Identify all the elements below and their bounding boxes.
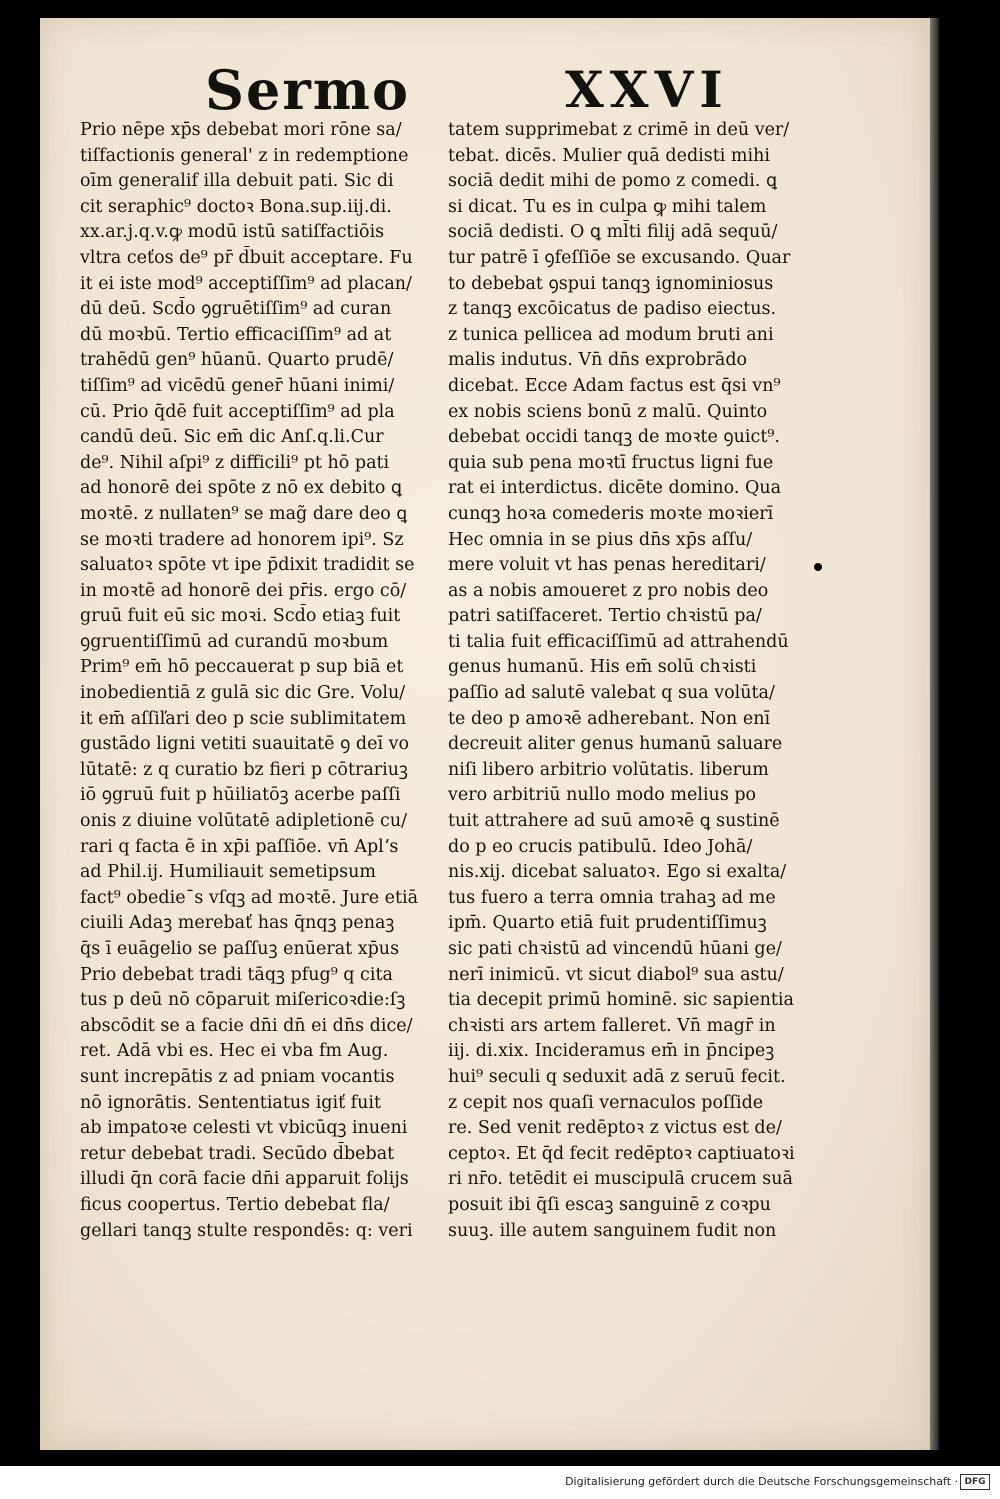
text-line: ficus coopertus. Tertio debebat fla/ <box>80 1194 390 1215</box>
text-line: retur debebat tradi. Secūdo d̄bebat <box>80 1143 395 1164</box>
text-line: tiſfactionis general' z in redemptione <box>80 145 409 166</box>
text-line: re. Sed venit redēptoꝛ z victus est de/ <box>448 1118 782 1139</box>
text-column-right <box>448 118 808 1244</box>
text-line: tus p deū nō cōparuit miſericoꝛdie:ſꝫ <box>80 990 406 1011</box>
text-line: saluatoꝛ spōte vt ipe p̄dixit tradidit se <box>80 555 415 576</box>
text-line: Prio debebat tradi tāqꝫ pfug⁹ q cita <box>80 964 393 985</box>
text-line: it em̄ aſſiľari deo p scie sublimitatem <box>80 708 407 729</box>
page-edge <box>930 18 940 1450</box>
running-header-left: Sermo <box>205 58 410 122</box>
text-line: z cepit nos quaſi vernaculos poſſide <box>448 1092 764 1113</box>
text-line: sociā dedit mihi de pomo z comedi. ꝗ <box>448 171 778 192</box>
text-line: patri satiſfaceret. Tertio chꝛistū pa/ <box>448 606 762 627</box>
text-line: vero arbitriū nullo modo melius po <box>448 785 757 806</box>
text-line: tus fuero a terra omnia trahaꝫ ad me <box>448 887 776 908</box>
text-line: ti talia fuit efficaciſſimū ad attrahendū <box>448 631 789 652</box>
text-line: dū deū. Scd̄o ꝯgruētiſſim⁹ ad curan <box>80 299 392 320</box>
text-line: rari q facta ē in xp̄i paſſiōe. vn̄ Aplʼs <box>80 836 399 857</box>
text-line: cunqꝫ hoꝛa comederis moꝛte moꝛierī <box>448 503 774 524</box>
text-line: se moꝛti tradere ad honorem ipi⁹. Sz <box>80 529 404 550</box>
text-line: q̄s ī euāgelio se paſſuꝫ enūerat xp̄us <box>80 939 400 959</box>
text-line: ipm̄. Quarto etiā fuit prudentiſſimuꝫ <box>448 913 767 934</box>
text-line: dū moꝛbū. Tertio efficaciſſim⁹ ad at <box>80 324 392 345</box>
footer-bar <box>0 1466 1000 1499</box>
text-line: ex nobis sciens bonū z malū. Quinto <box>448 401 768 422</box>
text-line: abscōdit se a facie dn̄i dn̄ ei dn̄s dice/ <box>80 1015 413 1036</box>
text-line: malis indutus. Vn̄ dn̄s exprobrādo <box>448 350 748 371</box>
text-line: nerī inimicū. vt sicut diabol⁹ sua astu/ <box>448 964 784 985</box>
text-line: tuit attrahere ad suū amoꝛē ꝗ sustinē <box>448 811 780 832</box>
text-line: do p eo crucis patibulū. Ideo Johā/ <box>448 836 753 857</box>
text-line: decreuit aliter genus humanū saluare <box>448 734 783 755</box>
text-line: Prio nēpe xp̄s debebat mori rōne sa/ <box>80 120 402 140</box>
text-line: z tunica pellicea ad modum bruti ani <box>448 324 774 345</box>
text-line: de⁹. Nihil aſpi⁹ z difficili⁹ pt hō pati <box>80 452 390 473</box>
text-line: sunt increpātis z ad pniam vocantis <box>80 1066 395 1087</box>
text-line: illudi q̄n corā facie dn̄i apparuit folijs <box>80 1169 409 1190</box>
ink-speck <box>814 563 822 571</box>
text-line: sic pati chꝛistū ad vincendū hūani ge/ <box>448 939 782 959</box>
text-line: as a nobis amoueret z pro nobis deo <box>448 580 769 601</box>
text-line: iij. di.xix. Incideramus em̄ in p̄ncipeꝫ <box>448 1041 775 1062</box>
text-line: genus humanū. His em̄ solū chꝛisti <box>448 657 757 678</box>
text-line: gellari tanqꝫ stulte respondēs: q: veri <box>80 1220 413 1241</box>
text-line: si dicat. Tu es in culpa ꝙ mihi talem <box>448 196 767 217</box>
text-line: fact⁹ obedieˉs vſqꝫ ad moꝛtē. Jure etiā <box>80 887 419 908</box>
text-line: trahēdū gen⁹ hūanū. Quarto prudē/ <box>80 350 394 371</box>
text-line: paſſio ad salutē valebat q sua volūta/ <box>448 683 775 704</box>
text-line: quia sub pena moꝛtī fructus ligni fue <box>448 452 774 473</box>
text-line: ceptoꝛ. Et q̄d fecit redēptoꝛ captiuatoꝛi <box>448 1143 795 1164</box>
text-line: z tanqꝫ excōicatus de padiso eiectus. <box>448 299 777 320</box>
ink-speck <box>29 390 36 397</box>
text-line: ret. Adā vbi es. Hec ei vba fm Aug. <box>80 1041 389 1062</box>
text-line: dicebat. Ecce Adam factus est q̄si vn⁹ <box>448 375 781 396</box>
text-line: oīm generalif illa debuit pati. Sic di <box>80 171 394 192</box>
text-line: nō ignorātis. Sententiatus igiť fuit <box>80 1092 382 1113</box>
text-line: xx.ar.j.q.v.ꝙ modū istū satiſfactiōis <box>80 222 385 243</box>
text-line: gustādo ligni vetiti suauitatē ꝯ deī vo <box>80 734 410 755</box>
running-header-right: XXVI <box>565 60 729 119</box>
text-line: gruū fuit eū sic moꝛi. Scd̄o etiaꝫ fuit <box>80 606 401 627</box>
text-line: niſi libero arbitrio volūtatis. liberum <box>448 759 769 780</box>
text-line: tebat. dicēs. Mulier quā dedisti mihi <box>448 145 770 166</box>
text-line: candū deū. Sic em̄ dic Anſ.q.li.Cur <box>80 427 384 448</box>
text-line: to debebat ꝯspui tanqꝫ ignominiosus <box>448 273 774 294</box>
text-line: it ei iste mod⁹ acceptiſſim⁹ ad placan/ <box>80 273 412 294</box>
text-line: ad Phil.ij. Humiliauit semetipsum <box>80 862 376 883</box>
text-line: nis.xij. dicebat saluatoꝛ. Ego si exalta/ <box>448 862 787 883</box>
text-line: in moꝛtē ad honorē dei pr̄is. ergo cō/ <box>80 580 407 601</box>
text-line: vltra ceťos de⁹ pr̄ d̄buit acceptare. Fu <box>80 247 413 268</box>
text-line: Hec omnia in se pius dn̄s xp̄s aſſu/ <box>448 529 753 550</box>
text-line: sociā dedisti. O ꝗ ml̄ti filij adā sequū/ <box>448 222 778 243</box>
text-line: rat ei interdictus. dicēte domino. Qua <box>448 478 782 499</box>
text-line: debebat occidi tanqꝫ de moꝛte ꝯuict⁹. <box>448 427 780 448</box>
text-line: tur patrē ī ꝯfeſſiōe se excusando. Quar <box>448 247 791 268</box>
text-line: te deo p amoꝛē adherebant. Non enī <box>448 708 771 729</box>
text-line: moꝛtē. z nullaten⁹ se mag̃ dare deo ꝗ <box>80 503 408 524</box>
text-line: posuit ibi q̄ſi escaꝫ sanguinē z coꝛpu <box>448 1194 771 1215</box>
text-line: hui⁹ seculi q seduxit adā z seruū fecit. <box>448 1066 786 1087</box>
text-line: lūtatē: z q curatio bz fieri p cōtrariuꝫ <box>80 759 408 780</box>
text-line: inobedientiā z gulā sic dic Gre. Volu/ <box>80 683 406 704</box>
text-line: cū. Prio q̄dē fuit acceptiſſim⁹ ad pla <box>80 401 395 422</box>
text-line: iō ꝯgruū fuit p hūiliatōꝫ acerbe paſſi <box>80 785 401 806</box>
text-line: ciuili Adaꝫ merebať has q̄nqꝫ penaꝫ <box>80 913 395 934</box>
text-line: ri nr̄o. tetēdit ei muscipulā crucem suā <box>448 1169 793 1190</box>
text-line: tia decepit primū hominē. sic sapientia <box>448 990 794 1011</box>
text-column-left <box>80 118 440 1244</box>
text-line: suuꝫ. ille autem sanguinem fudit non <box>448 1220 777 1241</box>
dfg-logo: DFG <box>960 1474 990 1490</box>
text-line: ab impatoꝛe celesti vt vbicūqꝫ inueni <box>80 1118 408 1139</box>
text-line: cit seraphic⁹ doctoꝛ Bona.sup.iij.di. <box>80 196 392 217</box>
text-line: ꝯgruentiſſimū ad curandū moꝛbum <box>80 631 389 652</box>
footer-credit: Digitalisierung gefördert durch die Deutsche Forschungsgemeinschaft · <box>565 1475 958 1488</box>
text-line: ad honorē dei spōte z nō ex debito ꝗ <box>80 478 403 499</box>
text-line: Prim⁹ em̄ hō peccauerat p sup biā et <box>80 657 404 678</box>
text-line: chꝛisti ars artem falleret. Vn̄ magr̄ in <box>448 1015 776 1036</box>
text-line: tatem supprimebat z crimē in deū ver/ <box>448 120 790 140</box>
text-line: tiſſim⁹ ad vicēdū gener̄ hūani inimi/ <box>80 375 395 396</box>
text-line: mere voluit vt has penas hereditari/ <box>448 555 766 576</box>
text-line: onis z diuine volūtatē adipletionē cu/ <box>80 811 408 832</box>
